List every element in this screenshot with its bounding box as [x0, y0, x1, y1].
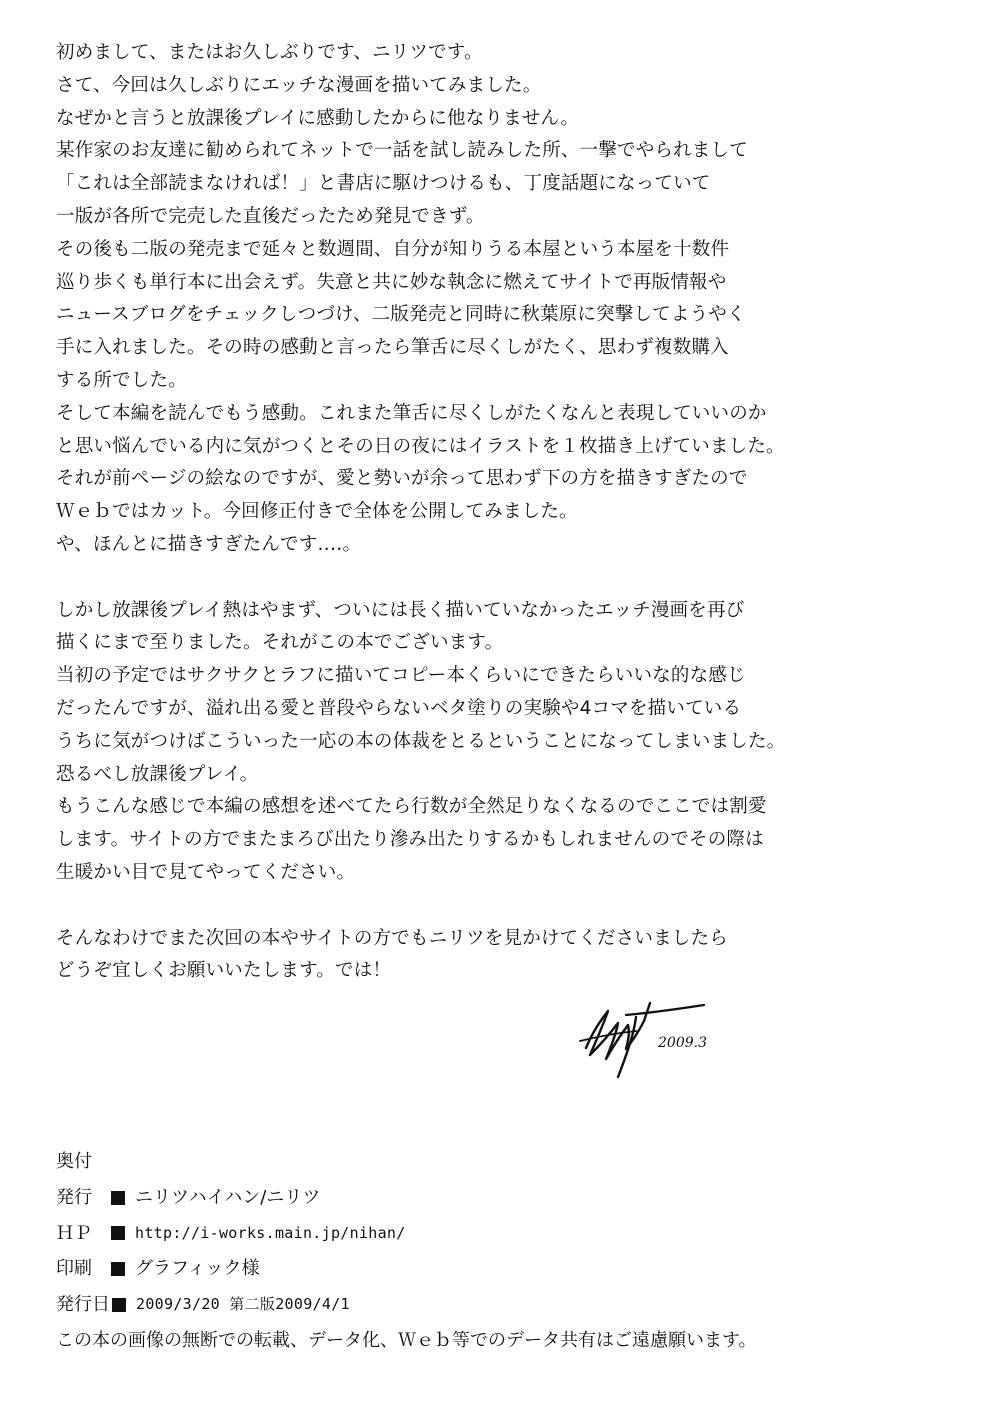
handwritten-signature	[578, 993, 728, 1083]
colophon-homepage	[56, 1216, 956, 1252]
afterword-body	[56, 37, 956, 988]
text-line: そして本編を読んでもう感動。これまた筆舌に尽くしがたくなんと表現していいのか	[56, 402, 767, 424]
printer-value: グラフィック様	[135, 1258, 260, 1280]
text-line: 生暖かい目で見てやってください。	[56, 861, 356, 883]
hp-url: http://i-works.main.jp/nihan/	[135, 1223, 406, 1242]
text-line: それが前ページの絵なのですが、愛と勢いが余って思わず下の方を描きすぎたので	[56, 468, 748, 490]
colophon-printer	[56, 1251, 956, 1287]
colophon-publisher	[56, 1180, 956, 1216]
bullet-square-icon	[111, 1191, 125, 1205]
text-line: 一版が各所で完売した直後だったため発見できず。	[56, 205, 485, 227]
date-value: 2009/3/20 第二版2009/4/1	[136, 1295, 350, 1314]
text-line: 手に入れました。その時の感動と言ったら筆舌に尽くしがたく、思わず複数購入	[56, 337, 729, 359]
text-line: 恐るべし放課後プレイ。	[56, 763, 259, 785]
printer-label: 印刷	[56, 1258, 92, 1280]
text-line: だったんですが、溢れ出る愛と普段やらないベタ塗りの実験や4コマを描いている	[56, 697, 742, 719]
text-line: もうこんな感じで本編の感想を述べてたら行数が全然足りなくなるのでここでは割愛	[56, 796, 767, 818]
text-line: 某作家のお友達に勧められてネットで一話を試し読みした所、一撃でやられまして	[56, 140, 748, 162]
text-line: 巡り歩くも単行本に出会えず。失意と共に妙な執念に燃えてサイトで再版情報や	[56, 271, 727, 293]
text-line: ニュースブログをチェックしつづけ、二版発売と同時に秋葉原に突撃してようやく	[56, 304, 746, 326]
text-line: なぜかと言うと放課後プレイに感動したからに他なりません。	[56, 107, 580, 129]
text-line: 描くにまで至りました。それがこの本でございます。	[56, 632, 504, 654]
text-line: しかし放課後プレイ熱はやまず、ついには長く描いていなかったエッチ漫画を再び	[56, 599, 745, 621]
date-label: 発行日	[56, 1294, 110, 1316]
bullet-square-icon	[111, 1226, 125, 1240]
text-line: する所でした。	[56, 369, 187, 391]
paragraph-gap	[56, 890, 956, 923]
bullet-square-icon	[111, 1262, 125, 1276]
text-line: 初めまして、またはお久しぶりです、ニリツです。	[56, 42, 483, 63]
text-line: Ｗｅｂではカット。今回修正付きで全体を公開してみました。	[56, 501, 578, 523]
colophon-heading: 奥付	[56, 1151, 92, 1172]
text-line: うちに気がつけばこういった一応の本の体裁をとるということになってしまいました。	[56, 730, 786, 752]
colophon	[56, 1144, 956, 1359]
text-line: さて、今回は久しぶりにエッチな漫画を描いてみました。	[56, 74, 542, 96]
text-line: します。サイトの方でまたまろび出たり滲み出たりするかもしれませんのでその際は	[56, 829, 764, 851]
text-line: どうぞ宜しくお願いいたします。では！	[56, 960, 392, 982]
paragraph-gap	[56, 562, 956, 595]
text-line: と思い悩んでいる内に気がつくとその日の夜にはイラストを１枚描き上げていました。	[56, 435, 785, 457]
hp-label: ＨＰ	[56, 1222, 92, 1244]
bullet-square-icon	[112, 1298, 126, 1312]
text-line: や、ほんとに描きすぎたんです‥‥。	[56, 533, 362, 555]
colophon-date	[56, 1287, 956, 1323]
signature-date: 2009.3	[658, 1035, 707, 1051]
text-line: その後も二版の発売まで延々と数週間、自分が知りうる本屋という本屋を十数件	[56, 238, 730, 260]
text-line: 当初の予定ではサクサクとラフに描いてコピー本くらいにできたらいいな的な感じ	[56, 665, 746, 687]
publisher-value: ニリツハイハン/ニリツ	[135, 1186, 321, 1208]
text-line: そんなわけでまた次回の本やサイトの方でもニリツを見かけてくださいましたら	[56, 927, 728, 949]
copyright-notice: この本の画像の無断での転載、データ化、Ｗｅｂ等でのデータ共有はご遠慮願います。	[56, 1329, 757, 1351]
text-line: 「これは全部読まなければ！」と書店に駆けつけるも、丁度話題になっていて	[56, 173, 711, 195]
publisher-label: 発行	[56, 1186, 92, 1208]
